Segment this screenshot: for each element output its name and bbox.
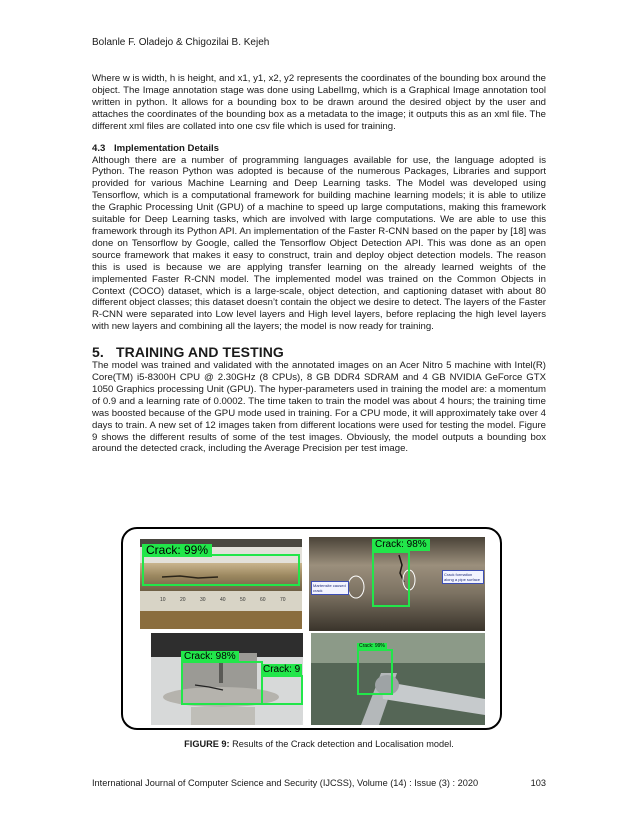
section-number: 5. bbox=[92, 344, 104, 361]
photo-crack-bar bbox=[140, 539, 302, 629]
photo-crack-pipe bbox=[309, 537, 485, 631]
section-title: Implementation Details bbox=[114, 142, 220, 154]
figure-frame bbox=[121, 527, 502, 730]
section-number: 4.3 bbox=[92, 142, 106, 154]
ruler-tick: 10 bbox=[160, 597, 166, 603]
detection-label: Crack: 98% bbox=[372, 539, 430, 551]
detection-label: Crack: 98% bbox=[181, 651, 239, 663]
intro-paragraph: Where w is width, h is height, and x1, y1, x2, y2 represents the coordinates of the bounding box around the object. The Image annotation stage was done using LabelImg, which is a Graphical Image annotation tool written in python. It allows for a bounding box to be drawn around the desired object by the user and attaches the coordinates of the bounding box as a metadata to the image; it outputs this as an xml file. The different xml files are collated into one csv file which is used for training. bbox=[92, 73, 546, 132]
callout-box-right: Crack formation along a pipe surface bbox=[442, 570, 484, 584]
journal-citation: International Journal of Computer Science and Security (IJCSS), Volume (14) : Issue (3) : 2020 bbox=[92, 778, 479, 788]
ruler-tick: 20 bbox=[180, 597, 186, 603]
detection-label: Crack: 99% bbox=[359, 643, 385, 649]
ruler-tick: 40 bbox=[220, 597, 226, 603]
section-heading-5 bbox=[92, 344, 546, 360]
section-5-paragraph: The model was trained and validated with the annotated images on an Acer Nitro 5 machine with Intel(R) Core(TM) i5-8300H CPU @ 2.30GHz (8 CPUs), 8 GB DDR4 SDRAM and 4 GB NVIDIA GeForce GTX 1050 Graphics processing Unit (GPU). The hyper-parameters used in training the model are: a momentum of 0.9 and a learning rate of 0.0002. The time taken to train the model was about 4 hours; the training time was boosted because of the GPU mode used in training. For a CPU mode, it will approximately take over 4 days to train. A new set of 12 images taken from different locations were used for testing the model. Figure 9 shows the different results of some of the test images. Obviously, the model outputs a bounding box around the detected crack, including the Average Precision per test image. bbox=[92, 360, 546, 455]
detection-box bbox=[142, 554, 300, 586]
caption-text: Results of the Crack detection and Localisation model. bbox=[229, 739, 454, 749]
section-heading-4-3 bbox=[92, 143, 546, 155]
running-header: Bolanle F. Oladejo & Chigozilai B. Kejeh bbox=[92, 37, 270, 48]
section-title: TRAINING AND TESTING bbox=[116, 344, 284, 361]
detection-label: Crack: 9 bbox=[263, 664, 301, 675]
ruler-tick: 60 bbox=[260, 597, 266, 603]
body-text bbox=[92, 73, 546, 455]
ruler-tick: 70 bbox=[280, 597, 286, 603]
photo-crack-frame bbox=[311, 633, 485, 725]
photo-crack-specimen bbox=[151, 633, 303, 725]
callout-box-left: Martensite caused crack bbox=[311, 581, 349, 595]
ruler-tick-labels bbox=[150, 597, 300, 607]
figure-caption bbox=[0, 739, 638, 749]
page-footer bbox=[92, 778, 546, 788]
detection-label: Crack: 99% bbox=[142, 544, 212, 557]
section-4-3-paragraph: Although there are a number of programming languages available for use, the language adopted is Python. The reason Python was adopted is because of the numerous Packages, Libraries and support provided for various Machine Learning and Deep Learning tasks. The Model was developed using Tensorflow, which is a computational framework for building machine learning models; it is able to utilize the Graphic Processing Unit (GPU) of a machine to speed up large computations, making this framework suitable for Deep Learning tasks, which are involved with large computations. We are able to use this framework through its Python API. An implementation of the Faster R-CNN based on the paper by [18] was done on Tensorflow by Google, called the Tensorflow Object Detection API. This was done as an open source framework that makes it easy to construct, train and deploy object detection models. The reason this is used is because we are applying transfer learning on the already learned weights of the implemented Faster R-CNN model. The implemented model was trained on the Common Objects in Context (COCO) dataset, which is a large-scale, object detection, and captioning dataset with about 80 different object classes; this dataset doesn’t contain the object we desire to detect. The layers of the Faster R-CNN were separated into Low level layers and High level layers, before replacing the high level layers with new layers and combining all the layers; the model is now ready for training. bbox=[92, 154, 546, 333]
detection-box bbox=[181, 661, 263, 705]
detection-box bbox=[261, 675, 303, 705]
detection-box bbox=[357, 649, 393, 695]
page-number: 103 bbox=[530, 778, 546, 788]
ruler-tick: 30 bbox=[200, 597, 206, 603]
ruler-tick: 50 bbox=[240, 597, 246, 603]
caption-label: FIGURE 9: bbox=[184, 739, 230, 749]
detection-box bbox=[372, 551, 410, 607]
